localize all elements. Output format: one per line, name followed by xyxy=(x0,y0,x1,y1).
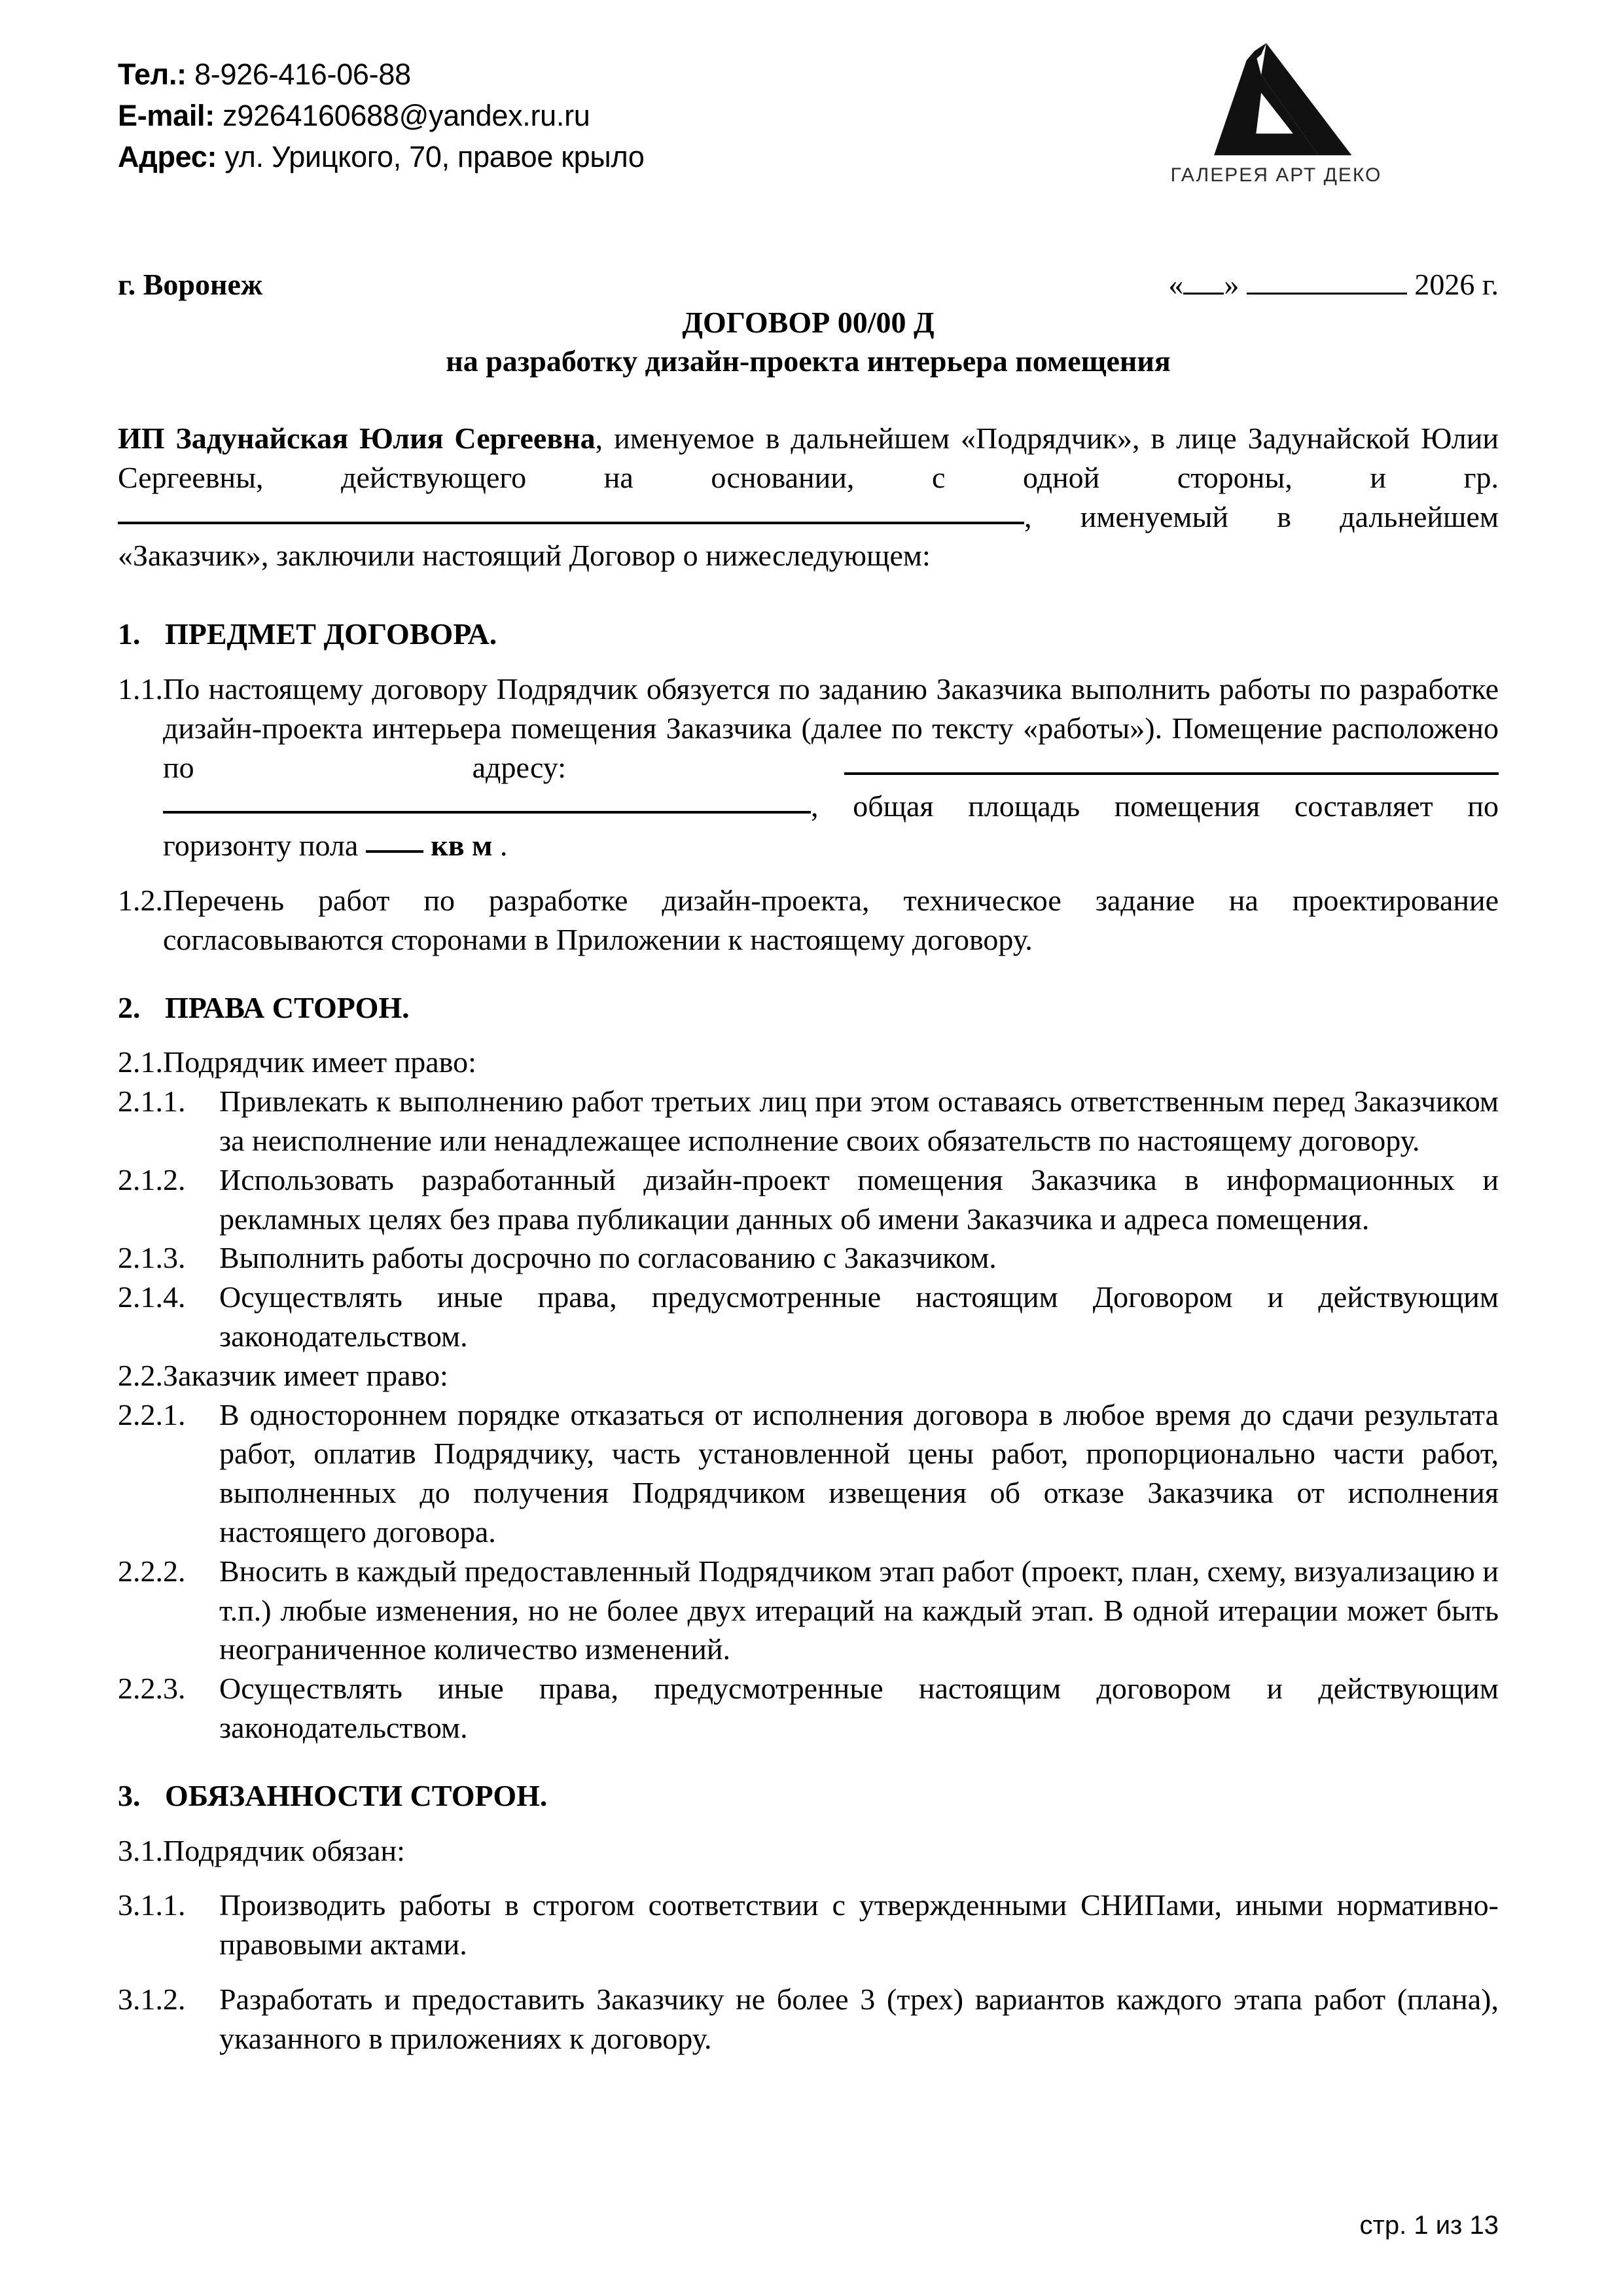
address-row xyxy=(118,136,645,177)
clause-2-1-3-text: Выполнить работы досрочно по согласованию с Заказчиком. xyxy=(219,1241,997,1275)
clause-2-2-3 xyxy=(118,1669,1499,1748)
page-number-label: стр. 1 из 13 xyxy=(1359,2211,1499,2240)
section-1-number: 1. xyxy=(118,617,141,651)
premises-area-unit: кв м xyxy=(431,829,493,863)
clause-1-2-text: Перечень работ по разработке дизайн-проекта, техническое задание на проектирование согласовываются сторонами в Приложении к настоящему договору. xyxy=(163,883,1499,956)
clause-2-2-1-text: В одностороннем порядке отказаться от исполнения договора в любое время до сдачи результата работ, оплатив Подрядчику, часть установленной цены работ, пропорционально части работ, выполненных до получения Подрядчиком извещения об отказе Заказчика от исполнения настоящего договора. xyxy=(219,1397,1499,1549)
preamble-part-2: , именуемый в дальнейшем «Заказчик», заключили настоящий Договор о нижеследующем: xyxy=(118,499,1499,573)
clause-1-1-number: 1.1. xyxy=(118,672,163,706)
clause-2-1-2 xyxy=(118,1160,1499,1239)
date-year: 2026 г. xyxy=(1414,268,1499,301)
section-heading-1 xyxy=(118,615,1499,654)
clause-2-1-1-number: 2.1.1. xyxy=(118,1085,186,1119)
city-label: г. Воронеж xyxy=(118,268,263,301)
clause-3-1-1 xyxy=(118,1886,1499,1964)
email-label: E-mail: xyxy=(118,99,215,132)
clause-3-1-1-text: Производить работы в строгом соответствии с утвержденными СНИПами, иными нормативно-правовыми актами. xyxy=(219,1888,1499,1962)
date-day-blank[interactable] xyxy=(1183,293,1224,295)
date-open-quote: « xyxy=(1168,268,1184,301)
preamble-part-1: , именуемое в дальнейшем «Подрядчик», в лице Задунайской Юлии Сергеевны, действующего на основании, с одной стороны, и гр. xyxy=(118,422,1499,494)
company-logo xyxy=(1145,39,1505,187)
section-2-title: ПРАВА СТОРОН. xyxy=(165,990,410,1024)
phone-row xyxy=(118,54,645,95)
date-close-quote: » xyxy=(1224,268,1240,301)
clause-1-2-number: 1.2. xyxy=(118,883,163,917)
premises-address-blank-1[interactable] xyxy=(844,772,1499,775)
clause-2-1-4 xyxy=(118,1278,1499,1356)
clause-2-2-text: Заказчик имеет право: xyxy=(163,1358,448,1392)
document-subtitle: на разработку дизайн-проекта интерьера помещения xyxy=(446,344,1171,378)
triangle-a-logo-icon xyxy=(1200,39,1353,160)
section-1-title: ПРЕДМЕТ ДОГОВОРА. xyxy=(165,617,497,651)
clause-2-1-2-text: Использовать разработанный дизайн-проект помещения Заказчика в информационных и рекламных целях без права публикации данных об имени Заказчика и адреса помещения. xyxy=(219,1162,1499,1236)
premises-address-blank-2[interactable] xyxy=(163,811,811,814)
date-month-blank[interactable] xyxy=(1247,293,1407,295)
preamble-paragraph xyxy=(118,419,1499,575)
clause-2-1 xyxy=(118,1043,1499,1082)
document-title: ДОГОВОР 00/00 Д xyxy=(682,306,935,339)
clause-2-1-1 xyxy=(118,1082,1499,1160)
phone-label: Тел.: xyxy=(118,58,187,91)
email-row xyxy=(118,95,645,136)
clause-2-1-3 xyxy=(118,1238,1499,1278)
clause-2-1-1-text: Привлекать к выполнению работ третьих лиц при этом оставаясь ответственным перед Заказчиком за неисполнение или ненадлежащее исполнение своих обязательств по настоящему договору. xyxy=(219,1085,1499,1157)
clause-2-2-number: 2.2. xyxy=(118,1358,163,1392)
clause-3-1-text: Подрядчик обязан: xyxy=(163,1833,405,1867)
section-heading-3 xyxy=(118,1776,1499,1816)
email-value: z9264160688@yandex.ru.ru xyxy=(223,99,590,132)
clause-1-1-text xyxy=(163,670,1499,865)
clause-2-1-4-number: 2.1.4. xyxy=(118,1280,186,1314)
document-body xyxy=(118,419,1499,2058)
logo-wordmark: ГАЛЕРЕЯ АРТ ДЕКО xyxy=(1170,164,1382,186)
clause-2-2-2 xyxy=(118,1552,1499,1669)
address-label: Адрес: xyxy=(118,140,217,173)
city-date-row xyxy=(118,267,1499,302)
date-line xyxy=(1168,267,1499,302)
clause-2-2-3-text: Осуществлять иные права, предусмотренные настоящим договором и действующим законодательством. xyxy=(219,1672,1499,1744)
clause-1-1-body: По настоящему договору Подрядчик обязуется по заданию Заказчика выполнить работы по разработке дизайн-проекта интерьера помещения Заказчика (далее по тексту «работы»). Помещение расположено по адресу: xyxy=(163,672,1499,784)
page-footer xyxy=(118,2211,1499,2240)
clause-2-1-2-number: 2.1.2. xyxy=(118,1162,186,1196)
clause-3-1-2-text: Разработать и предоставить Заказчику не более 3 (трех) вариантов каждого этапа работ (плана), указанного в приложениях к договору. xyxy=(219,1982,1499,2055)
address-value: ул. Урицкого, 70, правое крыло xyxy=(224,140,645,173)
clause-2-1-text: Подрядчик имеет право: xyxy=(163,1045,476,1079)
clause-3-1-2-number: 3.1.2. xyxy=(118,1982,186,2016)
clause-2-2-2-number: 2.2.2. xyxy=(118,1554,186,1588)
clause-3-1 xyxy=(118,1831,1499,1871)
section-2-number: 2. xyxy=(118,990,141,1024)
clause-2-2-1 xyxy=(118,1395,1499,1552)
clause-2-2 xyxy=(118,1356,1499,1395)
clause-2-2-1-number: 2.2.1. xyxy=(118,1397,186,1431)
clause-2-1-3-number: 2.1.3. xyxy=(118,1241,186,1275)
clause-2-1-4-text: Осуществлять иные права, предусмотренные настоящим Договором и действующим законодательством. xyxy=(219,1280,1499,1353)
contact-block xyxy=(118,39,645,177)
clause-1-1-period: . xyxy=(499,829,508,863)
section-3-number: 3. xyxy=(118,1778,141,1812)
clause-1-1-comma: , xyxy=(811,789,819,823)
clause-1-1-area-text: общая площадь помещения составляет по горизонту пола xyxy=(163,789,1499,863)
clause-3-1-2 xyxy=(118,1980,1499,2058)
clause-1-2 xyxy=(118,881,1499,960)
section-3-title: ОБЯЗАННОСТИ СТОРОН. xyxy=(165,1778,548,1812)
customer-name-blank[interactable] xyxy=(118,522,1024,524)
section-heading-2 xyxy=(118,988,1499,1028)
clause-3-1-number: 3.1. xyxy=(118,1833,163,1867)
clause-2-1-number: 2.1. xyxy=(118,1045,163,1079)
clause-1-1 xyxy=(118,670,1499,865)
phone-value: 8-926-416-06-88 xyxy=(194,58,411,91)
contractor-party-name: ИП Задунайская Юлия Сергеевна xyxy=(118,422,596,455)
letterhead xyxy=(118,39,1505,187)
clause-2-2-3-number: 2.2.3. xyxy=(118,1672,186,1706)
premises-area-blank[interactable] xyxy=(366,850,423,853)
clause-3-1-1-number: 3.1.1. xyxy=(118,1888,186,1922)
clause-2-2-2-text: Вносить в каждый предоставленный Подрядчиком этап работ (проект, план, схему, визуализацию и т.п.) любые изменения, но не более двух итераций на каждый этап. В одной итерации может быть неограниченное количество изменений. xyxy=(219,1554,1499,1666)
